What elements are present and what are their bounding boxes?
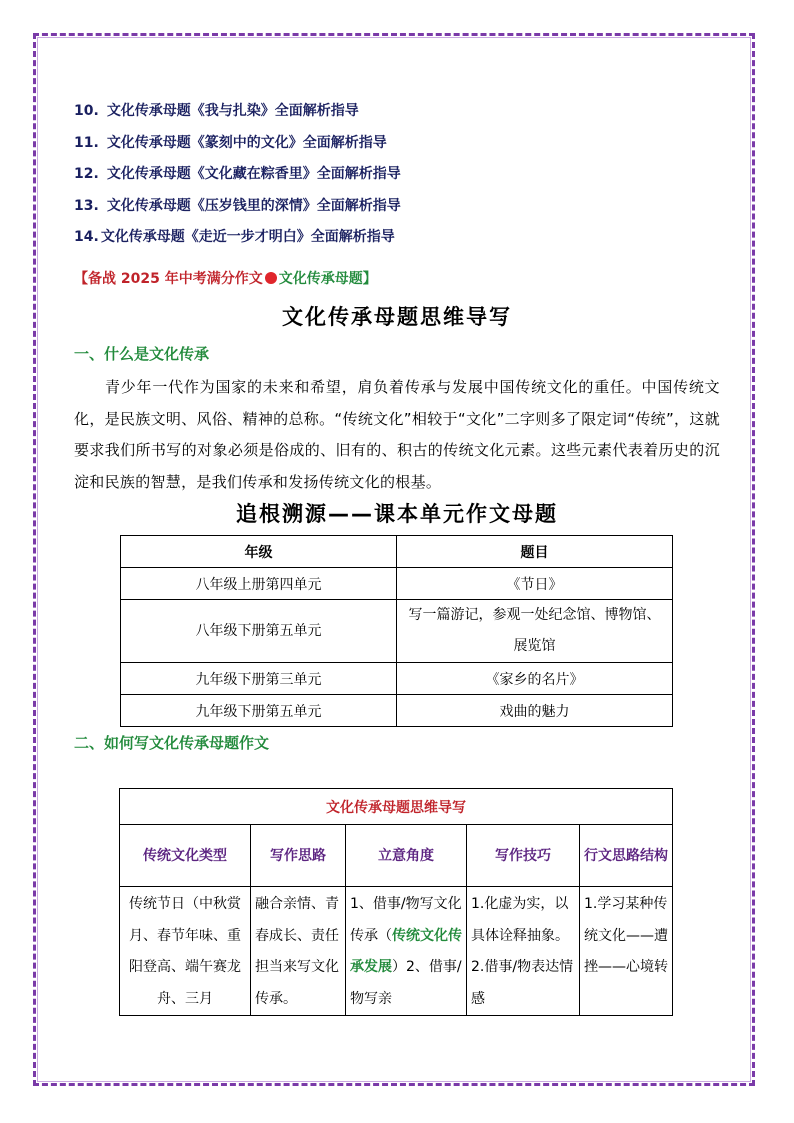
cell-grade: 九年级下册第五单元 — [121, 695, 397, 727]
table-row — [121, 568, 673, 600]
cell-grade: 九年级下册第三单元 — [121, 663, 397, 695]
header-culture-type: 传统文化类型 — [120, 825, 251, 887]
table-row — [121, 663, 673, 695]
toc-number: 14. — [74, 229, 99, 245]
toc-item[interactable] — [74, 193, 714, 225]
cell-topic: 写一篇游记，参观一处纪念馆、博物馆、展览馆 — [397, 600, 673, 663]
cell-writing-idea: 融合亲情、青春成长、责任担当来写文化传承。 — [251, 887, 346, 1016]
writing-guide-table — [119, 788, 673, 1016]
toc-number: 13. — [74, 197, 99, 214]
toc-item[interactable] — [74, 130, 714, 162]
header-technique: 写作技巧 — [467, 825, 580, 887]
cell-grade: 八年级上册第四单元 — [121, 568, 397, 600]
section-heading-2: 二、如何写文化传承母题作文 — [74, 734, 270, 752]
table-header-row — [121, 536, 673, 568]
toc-number: 11. — [74, 134, 99, 151]
table-caption: 文化传承母题思维导写 — [120, 789, 673, 825]
header-structure: 行文思路结构 — [580, 825, 673, 887]
cell-grade: 八年级下册第五单元 — [121, 600, 397, 663]
toc-item[interactable] — [74, 98, 714, 130]
cell-theme-angle — [346, 887, 467, 1016]
toc-text: 文化传承母题《我与扎染》全面解析指导 — [106, 103, 359, 119]
header-grade: 年级 — [121, 536, 397, 568]
toc-text: 文化传承母题《篆刻中的文化》全面解析指导 — [106, 134, 387, 151]
theme-text: 1、借事/物写文化传承（ — [350, 896, 462, 944]
cell-topic: 《节日》 — [397, 568, 673, 600]
table-row — [121, 695, 673, 727]
banner-topic: 文化传承母题】 — [278, 271, 377, 287]
section-heading-1: 一、什么是文化传承 — [74, 345, 210, 363]
cell-culture-type: 传统节日（中秋赏月、春节年味、重阳登高、端午赛龙舟、三月 — [120, 887, 251, 1016]
toc-number: 12. — [74, 166, 99, 182]
section-subtitle: 追根溯源——课本单元作文母题 — [236, 502, 558, 526]
header-theme-angle: 立意角度 — [346, 825, 467, 887]
toc-number: 10. — [74, 103, 99, 119]
table-row — [120, 887, 673, 1016]
toc-item[interactable] — [74, 224, 714, 256]
header-topic: 题目 — [397, 536, 673, 568]
toc-list — [74, 98, 714, 256]
cell-structure: 1.学习某种传统文化——遭挫——心境转 — [580, 887, 673, 1016]
toc-text: 文化传承母题《压岁钱里的深情》全面解析指导 — [106, 197, 401, 214]
cell-topic: 戏曲的魅力 — [397, 695, 673, 727]
page-title: 文化传承母题思维导写 — [282, 305, 512, 329]
cell-topic: 《家乡的名片》 — [397, 663, 673, 695]
theme-highlight: 传统文化传承发展 — [350, 927, 462, 975]
toc-item[interactable] — [74, 161, 714, 193]
table-row — [121, 600, 673, 663]
intro-paragraph: 青少年一代作为国家的未来和希望，肩负着传承与发展中国传统文化的重任。中国传统文化，是民族文明、风俗、精神的总称。“传统文化”相较于“文化”二字则多了限定词“传统”，这就要求我们所书写的对象必须是俗成的、旧有的、积古的传统文化元素。这些元素代表着历史的沉淀和民族的智慧，是我们传承和发扬传统文化的根基。 — [74, 378, 720, 491]
cell-technique: 1.化虚为实，以具体诠释抽象。2.借事/物表达情感 — [467, 887, 580, 1016]
unit-topics-table — [120, 535, 673, 727]
header-writing-idea: 写作思路 — [251, 825, 346, 887]
banner-text: 【备战 2025 年中考满分作文 — [74, 271, 263, 287]
series-banner — [74, 266, 377, 292]
toc-text: 文化传承母题《文化藏在粽香里》全面解析指导 — [106, 166, 401, 182]
theme-text: ）2、借事/物写亲 — [350, 959, 462, 1007]
table-header-row — [120, 825, 673, 887]
bullet-dot-icon — [265, 272, 277, 284]
toc-text: 文化传承母题《走近一步才明白》全面解析指导 — [100, 229, 395, 245]
